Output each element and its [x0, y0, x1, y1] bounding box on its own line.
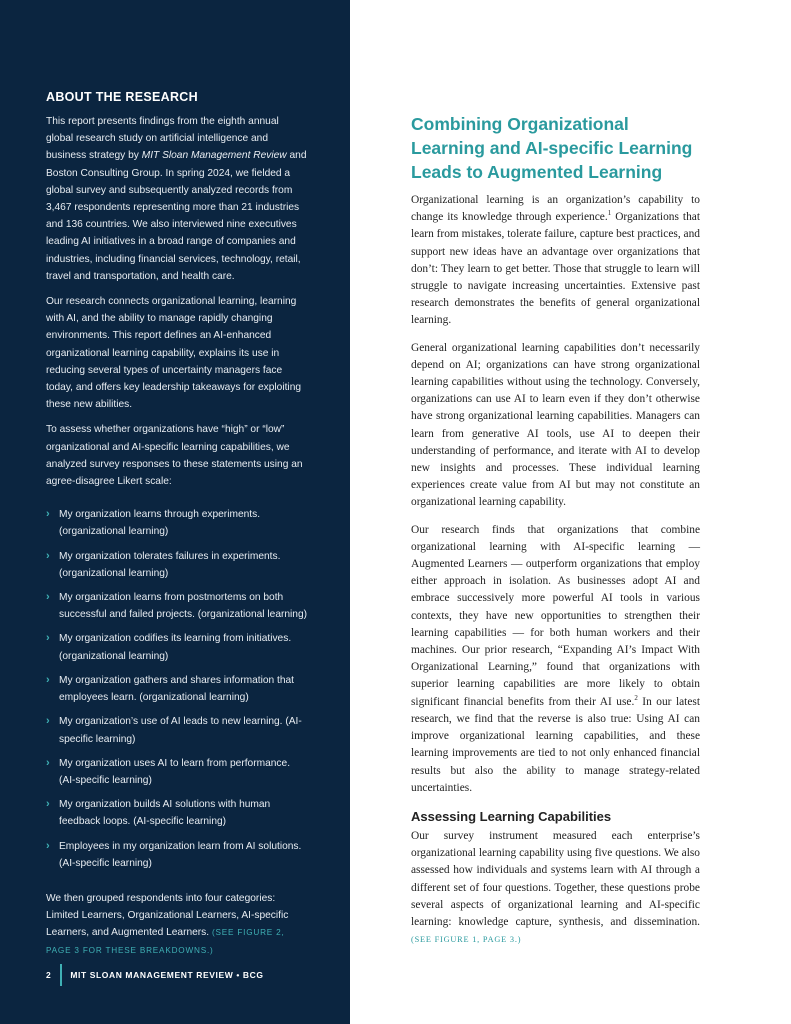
list-item	[46, 506, 308, 540]
list-item	[46, 548, 308, 582]
chevron-right-icon: ›	[46, 798, 50, 811]
statement-text: My organization learns through experiments. (organizational learning)	[59, 509, 261, 538]
sidebar-intro-rest: and Boston Consulting Group. In spring 2024, we fielded a global survey and subsequently analyzed records from 3,467 respondents representing more than 21 industries and 136 countries. We also interviewed nine executives leading AI initiatives in a broad range of companies and industries, including financial services, technology, retail, travel and transportation, and health care.	[46, 150, 307, 282]
chevron-right-icon: ›	[46, 839, 50, 852]
body-paragraph-4	[411, 828, 700, 948]
sidebar	[0, 0, 350, 1024]
body-paragraph-1	[411, 192, 700, 330]
figure-reference-link[interactable]: (SEE FIGURE 2, PAGE 3 FOR THESE BREAKDOWNS.)	[46, 928, 285, 955]
body-paragraph-2: General organizational learning capabilities don’t necessarily depend on AI; organizations can have strong organizational learning capabilities without using the technology. Conversely, organizations can use AI to learn even if they don’t otherwise have strong organizational learning capabilities. Managers can learn from generative AI tools, use AI to deepen their understanding of performance, and iterate with AI to develop new insights and processes. These individual learning experiences create value from AI but may not constitute an organizational learning capability.	[411, 341, 700, 509]
statement-text: My organization tolerates failures in experiments. (organizational learning)	[59, 550, 281, 579]
sidebar-body	[46, 113, 308, 967]
chevron-right-icon: ›	[46, 756, 50, 769]
chevron-right-icon: ›	[46, 508, 50, 521]
footnote-marker[interactable]: 1	[607, 209, 612, 218]
list-item	[46, 755, 308, 789]
statement-text: My organization builds AI solutions with human feedback loops. (AI-specific learning)	[59, 799, 271, 828]
page-footer	[46, 963, 264, 987]
list-item	[46, 589, 308, 623]
paragraph-text: Our research finds that organizations that combine organizational learning with AI-specific learning — Augmented Learners — outperform organizations that employ either approach in isolation. As businesses adopt AI and embrace successively more powerful AI tools in various contexts, they have new opportunities to strengthen their learning capabilities — for both human workers and their machines. Our prior research, “Expanding AI’s Impact With Organizational Learning,” found that organizations with superior learning capabilities are more likely to obtain significant financial benefits from their AI use.	[411, 523, 700, 708]
list-item	[46, 672, 308, 706]
sidebar-closing-text: We then grouped respondents into four categories: Limited Learners, Organizational Learners, AI-specific Learners, and Augmented Learners.	[46, 892, 289, 939]
chevron-right-icon: ›	[46, 715, 50, 728]
list-item	[46, 713, 308, 747]
sidebar-paragraph-2: Our research connects organizational learning, learning with AI, and the ability to manage rapidly changing environments. This report defines an AI-enhanced organizational learning capability, explains its use in reducing several types of uncertainty managers face today, and offers key leadership takeaways for exploiting these new abilities.	[46, 296, 302, 411]
statement-text: My organization codifies its learning from initiatives. (organizational learning)	[59, 633, 292, 662]
list-item	[46, 796, 308, 830]
sidebar-closing	[46, 890, 308, 959]
statement-text: Employees in my organization learn from AI solutions. (AI-specific learning)	[59, 840, 302, 869]
statement-text: My organization gathers and shares information that employees learn. (organizational learning)	[59, 674, 295, 704]
sidebar-intro	[46, 113, 308, 285]
statement-text: My organization’s use of AI leads to new learning. (AI-specific learning)	[59, 716, 302, 745]
sidebar-intro-text: This report presents findings from the eighth annual global research study on artificial intelligence and business strategy by	[46, 116, 279, 162]
statement-text: My organization learns from postmortems on both successful and failed projects. (organizational learning)	[59, 592, 308, 621]
list-item	[46, 630, 308, 664]
chevron-right-icon: ›	[46, 632, 50, 645]
main-column	[411, 112, 700, 958]
chevron-right-icon: ›	[46, 591, 50, 604]
figure-reference-link[interactable]: (SEE FIGURE 1, PAGE 3.)	[411, 935, 522, 945]
publication-name: MIT Sloan Management Review	[141, 150, 287, 162]
list-item	[46, 838, 308, 872]
sidebar-heading: ABOUT THE RESEARCH	[46, 90, 198, 104]
chevron-right-icon: ›	[46, 549, 50, 562]
body-paragraph-3	[411, 522, 700, 797]
paragraph-text: Our survey instrument measured each enterprise’s organizational learning capability using five questions. We also assessed how individuals and systems learn with AI through a different set of four questions. Together, these questions probe several aspects of organizational learning and AI-specific learning: knowledge capture, synthesis, and dissemination.	[411, 829, 700, 928]
sidebar-paragraph-3: To assess whether organizations have “high” or “low” organizational and AI-specific learning capabilities, we analyzed survey responses to these statements using an agree-disagree Likert scale:	[46, 424, 303, 488]
footnote-marker[interactable]: 2	[634, 693, 638, 702]
page-title: Combining Organizational Learning and AI-specific Learning Leads to Augmented Learning	[411, 114, 693, 182]
page-number: 2	[46, 970, 52, 980]
footer-publication: MIT SLOAN MANAGEMENT REVIEW • BCG	[70, 970, 264, 980]
chevron-right-icon: ›	[46, 673, 50, 686]
footer-divider	[60, 964, 62, 986]
paragraph-text: In our latest research, we find that the reverse is also true: Using AI can improve organizational learning capabilities, and these learning improvements are tied to not only enhanced financial results but also the ability to manage strategy-related uncertainties.	[411, 695, 700, 794]
paragraph-text: Organizational learning is an organization’s capability to change its knowledge through experience.	[411, 194, 700, 224]
paragraph-text: Organizations that learn from mistakes, tolerate failure, capture best practices, and support new ideas have an advantage over organizations that don’t: They learn to get better. Those that struggle to learn will struggle to navigate increasing uncertainties. Extensive past research demonstrates the benefits of general organizational learning.	[411, 211, 700, 327]
section-heading: Assessing Learning Capabilities	[411, 808, 612, 824]
statement-list	[46, 506, 308, 872]
statement-text: My organization uses AI to learn from performance. (AI-specific learning)	[59, 757, 291, 786]
